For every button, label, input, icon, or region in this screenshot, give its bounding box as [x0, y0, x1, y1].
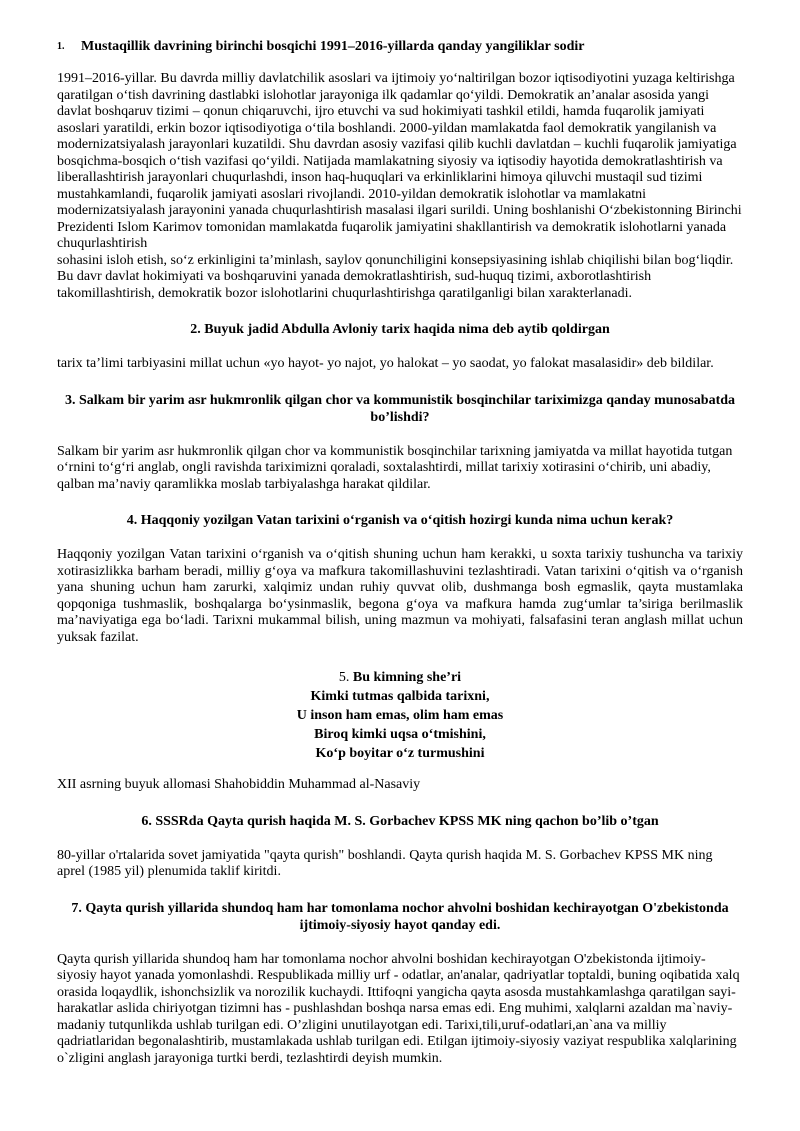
question-5-title: Bu kimning she’ri: [352, 670, 462, 685]
answer-1-part-2: sohasini isloh etish, so‘z erkinligini ta’minlash, saylov qonunchiligini konsepsiyasining ishlab chiqilishi bilan bog‘liqdir. Bu davr davlat hokimiyati va boshqaruvini yanada demokratlashtirish, sud-huquq tizimi, axborotlashtirish takomillashtirish, demokratik bozor islohotlarini chuqurlashtirishga qaratilganligi bilan xarakterlanadi.: [57, 252, 734, 301]
answer-1-part-1: 1991–2016-yillar. Bu davrda milliy davlatchilik asoslari va ijtimoiy yo‘naltirilgan bozor iqtisodiyotini yuzaga keltirishga qaratilgan o‘tish davrining dastlabki islohotlar jarayoniga ilk qadamlar qo‘yildi. Demokratik an’analar asosida yangi davlat boshqaruv tizimi – qonun chiqaruvchi, ijro etuvchi va sud hokimiyati tashkil etildi, hamda fuqarolik jamiyati asoslari yaratildi, erkin bozor iqtisodiyotiga o‘tila boshlandi. 2000-yildan mamlakatda faol demokratik yangilanish va modernizatsiyalash jarayonlari kuzatildi. Shu davrdan asosiy vazifasi qilib kuchli davlatdan – kuchli fuqarolik jamiyatiga bosqichma-bosqich o‘tish vazifasi qo‘yildi. Natijada mamlakatning siyosiy va iqtisodiy hayotida demokratlashtirish va liberallashtirish jarayonlari chuqurlashdi, inson haq-huquqlari va erkinliklarini himoya qiluvchi mustaqil sud tizimi mustahkamlandi, fuqarolik jamiyati asoslari rivojlandi. 2010-yildan demokratik islohotlar va mamlakatni modernizatsiyalash jarayonini yanada chuqurlashtirish masalasi ilgari surildi. Uning boshlanishi O‘zbekistonning Birinchi Prezidenti Islom Karimov tomonidan mamlakatda fuqarolik jamiyatini shakllantirish va demokratik islohotlarni yanada chuqurlashtirish: [57, 71, 742, 251]
answer-2: tarix ta’limi tarbiyasini millat uchun «yo hayot- yo najot, yo halokat – yo saodat, yo falokat masalasidir» deb bildilar.: [57, 356, 714, 371]
answer-3: Salkam bir yarim asr hukmronlik qilgan chor va kommunistik bosqinchilar tarixning jamiyatda va millat hayotida tutgan o‘rnini to‘g‘ri anglab, ongli ravishda tariximizni qoraladi, soxtalashtirdi, millat tarixiy xotirasini o‘chirib, uni abadiy, qalban ma’naviy qaramlikka moslab tarbiyalashga harakat qildilar.: [57, 443, 733, 492]
poem-line: Ko‘p boyitar o‘z turmushini: [315, 746, 485, 761]
poem-line: Biroq kimki uqsa o‘tmishini,: [314, 727, 486, 742]
question-6-heading: 6. SSSRda Qayta qurish haqida M. S. Gorbachev KPSS MK ning qachon bo’lib o’tgan: [141, 813, 659, 829]
question-1-text: Mustaqillik davrining birinchi bosqichi 1991–2016-yillarda qanday yangiliklar sodir: [81, 39, 585, 54]
document-page: [57, 38, 743, 1067]
question-7-heading: 7. Qayta qurish yillarida shundoq ham har tomonlama nochor ahvolni boshidan kechirayotgan O'zbekistonda ijtimoiy-siyosiy hayot qanday edi.: [71, 900, 729, 933]
answer-5: XII asrning buyuk allomasi Shahobiddin Muhammad al-Nasaviy: [57, 777, 421, 792]
poem-line: U inson ham emas, olim ham emas: [296, 708, 504, 723]
question-5-number: 5.: [338, 670, 353, 685]
question-1-heading: [57, 38, 743, 55]
question-1-number: 1.: [57, 41, 65, 52]
answer-4: Haqqoniy yozilgan Vatan tarixini o‘rganish va o‘qitish shuning uchun ham kerakki, u soxta tarixiy tushuncha va tarixiy xotirasizlikka barham beradi, milliy g‘oya va mafkura takomillashuvini tezlashtiradi. Vatan tarixini o‘qitish va o‘rganish yana shuning uchun ham zarurki, xalqimiz undan ruhiy quvvat olib, dushmanga bosh egmaslik, qayta mustamlaka qopqoniga tushmaslik, boshqalarga bo‘ysinmaslik, begona g‘oya va mafkura hamda zug‘umlar ta’siriga berilmaslik ma’naviyatiga ega bo‘ladi. Tarixni mukammal bilish, uning mazmun va mohiyati, falsafasini teran anglash millat uchun yuksak fazilat.: [57, 547, 743, 645]
answer-6: 80-yillar o'rtalarida sovet jamiyatida "qayta qurish" boshlandi. Qayta qurish haqida M. S. Gorbachev KPSS MK ning aprel (1985 yil) plenumida taklif kiritdi.: [57, 847, 713, 879]
question-4-heading: 4. Haqqoniy yozilgan Vatan tarixini o‘rganish va o‘qitish hozirgi kunda nima uchun kerak?: [126, 513, 674, 528]
question-3-heading: 3. Salkam bir yarim asr hukmronlik qilgan chor va kommunistik bosqinchilar tariximizga qanday munosabatda bo’lishdi?: [64, 392, 736, 425]
poem-line: Kimki tutmas qalbida tarixni,: [310, 689, 490, 704]
answer-7: Qayta qurish yillarida shundoq ham har tomonlama nochor ahvolni boshidan kechirayotgan O'zbekistonda ijtimoiy-siyosiy hayot yanada yomonlashdi. Respublikada milliy urf - odatlar, an'analar, qadriyatlar toptaldi, buning oqibatida xalq orasida loqaydlik, ishonchsizlik va norozilik kuchaydi. Ittifoqni yangicha qayta asosda mustahkamlashga qaratilgan sayi-harakatlar aslida chiriyotgan tizimni has - pushlashdan boshqa narsa emas edi. Eng muhimi, xalqlarni azaldan ma`naviy-madaniy tutqunlikda ushlab turilgan edi. O’zligini unutilayotgan edi. Tarixi,tili,uruf-odatlari,an`ana va milliy qadriatlaridan begonalashtirib, mustamlakada ushlab turilgan edi. Etilgan ijtimoiy-siyosiy vaziyat respublika xalqlarining o`zligini anglash jarayoniga turtki berdi, tezlashtirdi deyish mumkin.: [57, 951, 740, 1066]
question-5-poem: [57, 668, 743, 763]
question-2-heading: 2. Buyuk jadid Abdulla Avloniy tarix haqida nima deb aytib qoldirgan: [190, 322, 610, 337]
